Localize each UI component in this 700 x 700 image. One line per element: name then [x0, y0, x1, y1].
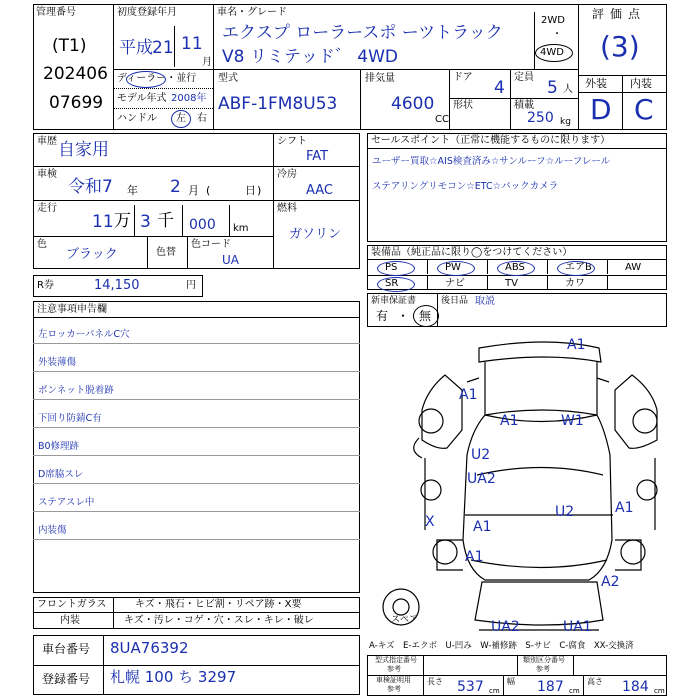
equipment-item: PW	[445, 262, 461, 273]
note-item: 下回り防錆C有	[38, 413, 102, 424]
length-label: 長さ	[427, 677, 443, 686]
shaken-era: 令和7	[68, 177, 113, 197]
kg-unit: kg	[560, 117, 571, 127]
hyoka-label: 評価点	[592, 7, 647, 21]
ruibetsu-label: 類別区分番号	[523, 656, 565, 664]
katashiki-label: 型式	[218, 73, 238, 84]
damage-mark: A2	[601, 574, 620, 590]
chuijiko-label: 注意事項申告欄	[37, 304, 107, 315]
kanri-number-3: 07699	[49, 93, 104, 113]
mileage-man: 11	[92, 212, 114, 232]
car-name: エクスプ ローラースポ ーツトラック	[222, 23, 503, 43]
naiso-label: 内装	[60, 615, 80, 626]
hikishobi-value: 取説	[475, 296, 495, 307]
doors: 4	[494, 78, 505, 98]
sales-line-2: ステアリングリモコン☆ETC☆バックカメラ	[372, 181, 559, 192]
shift: FAT	[306, 149, 329, 164]
width-label: 幅	[507, 677, 515, 686]
first-reg-month: 11	[181, 34, 203, 54]
damage-mark: A1	[615, 500, 634, 516]
kanri-number-2: 202406	[43, 64, 108, 84]
mileage-sen: 3	[140, 212, 151, 232]
note-item: ボンネット脱着跡	[38, 385, 114, 396]
handle-left: 左	[176, 113, 186, 124]
damage-mark: U2	[471, 447, 491, 463]
length-value: 537	[457, 679, 484, 695]
damage-mark: UA1	[563, 619, 592, 635]
kanri-label: 管理番号	[36, 7, 76, 18]
damage-mark: UA2	[491, 619, 520, 635]
cc-unit: CC	[435, 114, 449, 125]
teiin-label: 定員	[514, 72, 534, 83]
hosho-no-circle	[413, 305, 439, 327]
sales-label: セールスポイント（正常に機能するものに限ります）	[371, 135, 611, 146]
note-item: B0修理跡	[38, 441, 80, 452]
shaken-month-unit: 月	[188, 184, 199, 197]
equipment-item: SR	[385, 278, 399, 289]
equipment-circle	[557, 261, 595, 276]
mileage-man-unit: 万	[114, 211, 131, 231]
equipment-circle	[377, 261, 415, 276]
handle-label: ハンドル	[117, 113, 157, 124]
drive-4wd: 4WD	[540, 47, 564, 58]
width-unit: cm	[569, 687, 580, 695]
damage-mark: A1	[473, 519, 492, 535]
drive-4wd-circle	[535, 44, 573, 62]
damage-mark: A1	[459, 387, 478, 403]
equipment-circle	[377, 277, 415, 292]
dealer-circle	[126, 71, 166, 88]
shareki-label: 車歴	[37, 136, 57, 147]
equipment-item: エアB	[565, 262, 592, 273]
naisou-label: 内装	[630, 77, 652, 90]
yen-unit: 円	[186, 280, 196, 291]
equipment-item: PS	[385, 262, 398, 273]
dealer-label: ディーラー・並行	[117, 73, 197, 84]
ac: AAC	[306, 183, 333, 198]
shift-label: シフト	[277, 136, 307, 147]
hosho-yes: 有	[376, 309, 389, 323]
hikishobi-label: 後日品	[441, 296, 469, 306]
interior-options: キズ・汚レ・コゲ・穴・スレ・キレ・破レ	[124, 615, 314, 626]
handle-left-circle	[171, 110, 191, 128]
mileage-rest: 000	[189, 217, 216, 233]
hosho-dot: ・	[397, 309, 410, 323]
haikiryo-label: 排気量	[365, 73, 395, 84]
damage-mark: A1	[567, 337, 586, 353]
load: 250	[527, 110, 554, 126]
glass-options: キズ・飛石・ヒビ割・リペア跡・X要	[135, 599, 302, 610]
color-code: UA	[222, 253, 239, 267]
touroku-number: 札幌 100 ち 3297	[110, 668, 237, 686]
shinsha-hosho-label: 新車保証書	[371, 296, 417, 306]
ruibetsu-sanko: 参考	[536, 665, 550, 673]
length-unit: cm	[489, 687, 500, 695]
model-year-label: モデル年式	[117, 93, 167, 104]
shaken-day-unit: 日	[245, 184, 256, 197]
first-reg-year: 21	[152, 38, 174, 58]
drive-dot: ・	[552, 29, 562, 40]
equipment-circle	[497, 261, 535, 276]
first-reg-month-unit: 月	[202, 57, 212, 68]
equipment-item: AW	[625, 262, 642, 273]
equipment-item: TV	[505, 278, 518, 289]
shaken-label: 車検	[37, 169, 57, 180]
shamei-label: 車名・グレード	[217, 7, 287, 18]
rken-label: R券	[37, 280, 54, 291]
damage-mark: U2	[555, 504, 575, 520]
rken-value: 14,150	[94, 278, 140, 293]
width-value: 187	[537, 679, 564, 695]
person-unit: 人	[563, 84, 573, 95]
damage-mark: A1	[465, 549, 484, 565]
grade: V8 リミテッド゛ 4WD	[222, 47, 398, 67]
first-reg-era: 平成	[119, 38, 153, 58]
color-code-label: 色コード	[191, 239, 231, 250]
mileage-sen-unit: 千	[157, 211, 174, 231]
equipment-item: カワ	[565, 278, 585, 289]
shaken-paren-close: )	[257, 184, 262, 197]
shashou-sanko: 参考	[387, 685, 401, 693]
damage-mark: X	[425, 514, 435, 530]
damage-mark: A1	[500, 413, 519, 429]
door-label: ドア	[453, 72, 473, 83]
sekisai-label: 積載	[514, 100, 534, 111]
gaisou-label: 外装	[585, 77, 607, 90]
equipment-item: ナビ	[445, 278, 465, 289]
note-item: D席脇スレ	[38, 469, 84, 480]
nenryo-label: 燃料	[277, 203, 297, 214]
score: (3)	[600, 30, 640, 63]
soukou-label: 走行	[37, 203, 57, 214]
touroku-label: 登録番号	[42, 672, 91, 686]
katashiki-value: ABF-1FM8U53	[218, 94, 338, 114]
katashiki-shitei-label: 型式指定番号	[375, 656, 417, 664]
kanri-number-1: (T1)	[52, 36, 87, 56]
fuel: ガソリン	[289, 227, 342, 242]
damage-mark: UA2	[467, 471, 496, 487]
seats: 5	[547, 78, 558, 98]
displacement: 4600	[391, 94, 435, 114]
km-unit: km	[233, 223, 249, 234]
hosho-no: 無	[419, 309, 432, 323]
shaken-paren-open: (	[206, 184, 211, 197]
note-item: 外装薄傷	[38, 357, 77, 368]
spare-label: スペア	[391, 615, 419, 625]
soubihin-label: 装備品（純正品に限り◯をつけてください）	[371, 247, 573, 258]
shaken-year-unit: 年	[127, 184, 138, 197]
note-item: 内装傷	[38, 525, 67, 536]
height-label: 高さ	[587, 677, 603, 686]
height-value: 184	[622, 679, 649, 695]
keijo-label: 形状	[453, 100, 473, 111]
note-item: ステアスレ中	[38, 497, 95, 508]
exterior-grade: D	[590, 93, 612, 126]
note-item: 左ロッカーパネルC穴	[38, 329, 130, 340]
color: ブラック	[66, 247, 118, 262]
chassis-label: 車台番号	[42, 642, 91, 656]
interior-grade: C	[634, 93, 654, 126]
legend: A-キズ E-エクボ U-凹み W-補修跡 S-サビ C-腐食 XX-交換済	[369, 641, 634, 651]
katashiki-shitei-sanko: 参考	[387, 665, 401, 673]
notes-frame	[33, 301, 360, 593]
history: 自家用	[58, 140, 109, 160]
reibo-label: 冷房	[277, 169, 297, 180]
irogae-label: 色替	[156, 247, 176, 258]
equipment-item: ABS	[505, 262, 525, 273]
shaken-month: 2	[170, 177, 181, 197]
model-year-value: 2008年	[171, 93, 207, 104]
sales-line-1: ユーザー買取☆AIS検査済み☆サンルーフ☆ルーフレール	[372, 156, 611, 167]
chassis-number: 8UA76392	[110, 639, 189, 657]
shodo-label: 初度登録年月	[117, 7, 177, 18]
equipment-circle	[437, 261, 475, 276]
damage-mark: W1	[561, 413, 584, 429]
damage-diagram	[367, 330, 667, 642]
front-glass-label: フロントガラス	[37, 599, 107, 610]
drive-2wd: 2WD	[541, 15, 565, 26]
handle-right: 右	[197, 113, 207, 124]
shashou-label: 車検証明用	[376, 676, 411, 684]
height-unit: cm	[654, 687, 665, 695]
iro-label: 色	[37, 239, 47, 250]
